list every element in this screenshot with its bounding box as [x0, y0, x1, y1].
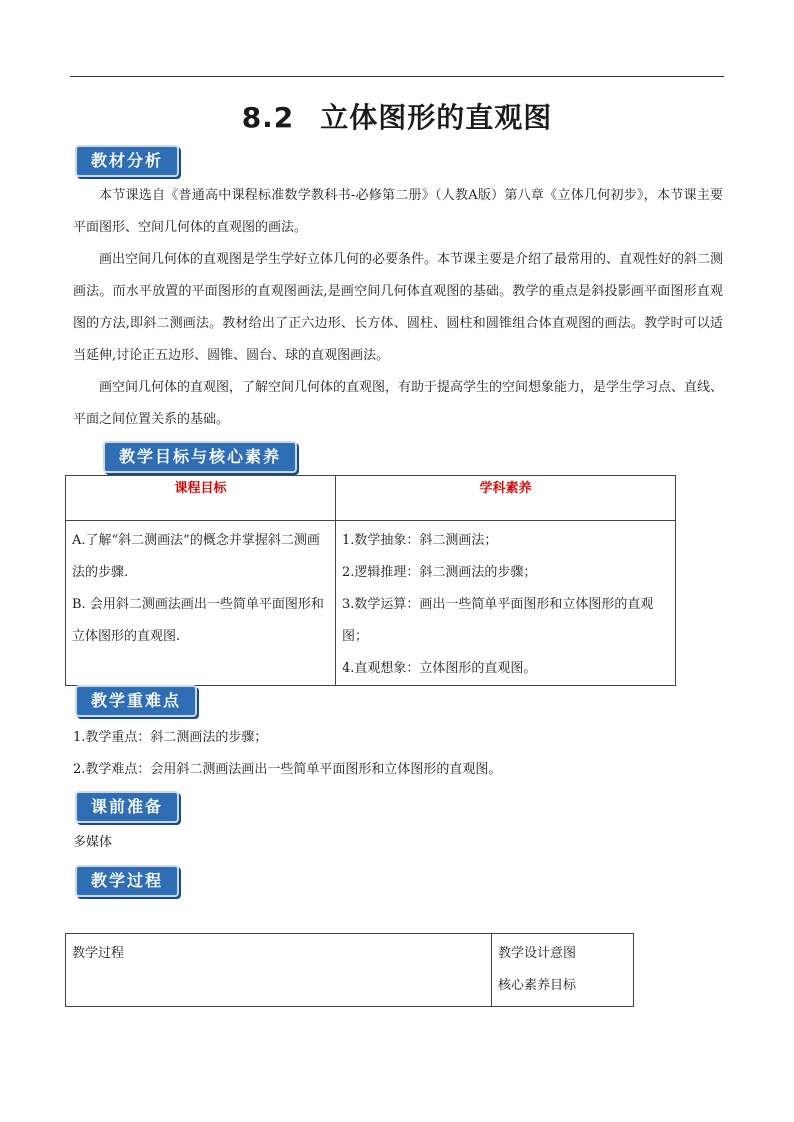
literacy-item: 2.逻辑推理：斜二测画法的步骤； [342, 565, 537, 580]
goals-header-course: 课程目标 [66, 476, 336, 521]
literacy-item: 4.直观想象：立体图形的直观图。 [342, 661, 537, 676]
process-column: 教学过程 [66, 934, 492, 1007]
keypoint-difficulty: 2.教学难点：会用斜二测画法画出一些简单平面图形和立体图形的直观图。 [73, 762, 502, 777]
header-rule [70, 76, 724, 77]
section-analysis-heading: 教材分析 [75, 145, 179, 177]
goals-table [65, 475, 676, 686]
literacy-item: 3.数学运算：画出一些简单平面图形和立体图形的直观图； [342, 597, 654, 644]
design-intent-column [492, 934, 634, 1007]
title-number: 8.2 [241, 101, 295, 134]
preparation-text: 多媒体 [73, 835, 113, 850]
design-intent-label: 教学设计意图 [498, 946, 577, 961]
page-title [0, 96, 794, 136]
course-goals-cell [66, 521, 336, 686]
keypoint-focus: 1.教学重点：斜二测画法的步骤； [73, 730, 268, 745]
title-text: 立体图形的直观图 [320, 101, 553, 134]
section-process-heading: 教学过程 [75, 865, 179, 897]
section-objectives-heading: 教学目标与核心素养 [103, 441, 297, 473]
analysis-paragraph-1: 本节课选自《普通高中课程标准数学教科书-必修第二册》（人教A版）第八章《立体几何初步》，本节课主要平面图形、空间几何体的直观图的画法。 [73, 188, 723, 235]
section-keypoints-heading: 教学重难点 [75, 685, 197, 717]
analysis-paragraph-3: 画空间几何体的直观图，了解空间几何体的直观图，有助于提高学生的空间想象能力，是学生学习点、直线、平面之间位置关系的基础。 [73, 380, 724, 427]
process-table [65, 933, 634, 1007]
goals-header-literacy: 学科素养 [336, 476, 676, 521]
analysis-paragraph-2: 画出空间几何体的直观图是学生学好立体几何的必要条件。本节课主要是介绍了最常用的、直观性好的斜二测画法。而水平放置的平面图形的直观图画法,是画空间几何体直观图的基础。教学的重点是斜投影画平面图形直观图的方法,即斜二测画法。教材给出了正六边形、长方体、圆柱、圆柱和圆锥组合体直观图的画法。教学时可以适当延伸,讨论正五边形、圆锥、圆台、球的直观图画法。 [73, 252, 724, 363]
literacy-cell [336, 521, 676, 686]
course-goal-b: B. 会用斜二测画法画出一些简单平面图形和立体图形的直观图. [72, 597, 324, 644]
literacy-item: 1.数学抽象：斜二测画法； [342, 533, 498, 548]
section-preparation-heading: 课前准备 [75, 791, 179, 823]
course-goal-a: A.了解“斜二测画法”的概念并掌握斜二测画法的步骤. [72, 533, 320, 580]
core-literacy-label: 核心素养目标 [498, 978, 577, 993]
